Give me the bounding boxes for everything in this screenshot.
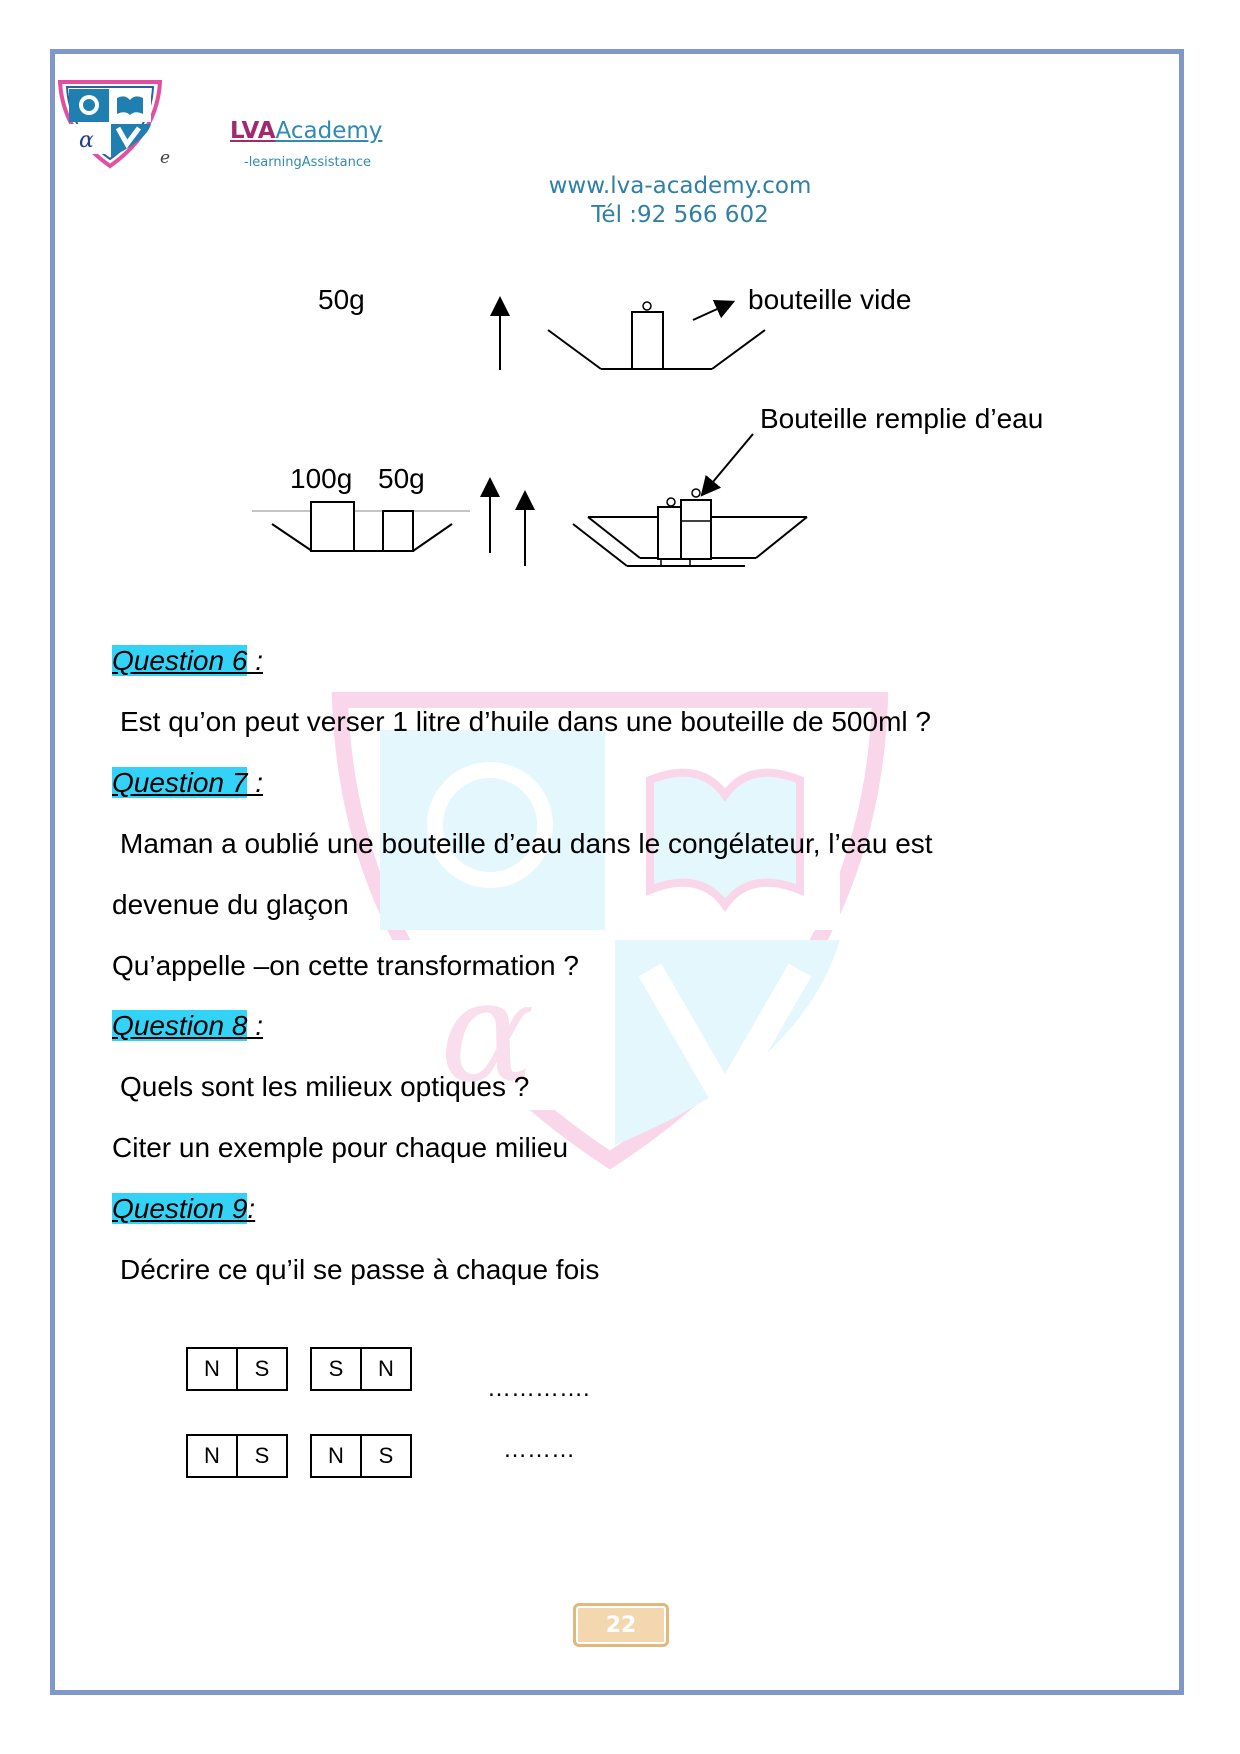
brand-lva: LVA — [230, 118, 276, 144]
magnet — [310, 1434, 412, 1478]
question-8-label: Question 8 — [112, 1010, 248, 1041]
question-6-heading: Question 6 : — [112, 645, 263, 676]
question-6-text: Est qu’on peut verser 1 litre d’huile dans une bouteille de 500ml ? — [120, 706, 931, 737]
magnet-row-2 — [186, 1434, 412, 1478]
brand-subtitle: -learningAssistance — [244, 155, 371, 170]
question-7-label: Question 7 — [112, 767, 248, 798]
page-number: 22 — [573, 1603, 669, 1647]
magnet-row-1 — [186, 1347, 412, 1391]
weight-100g — [311, 502, 354, 551]
weight-100-label: 100g — [290, 463, 353, 494]
weights-pan — [252, 502, 470, 551]
svg-text:α: α — [79, 128, 94, 153]
question-8-line-2: Citer un exemple pour chaque milieu — [112, 1132, 569, 1163]
weight-50g — [383, 511, 413, 551]
empty-bottle-arrow-icon — [693, 305, 726, 320]
magnet-pole: N — [204, 1356, 220, 1381]
question-7-heading: Question 7 : — [112, 767, 263, 798]
question-7-line-2: devenue du glaçon — [112, 889, 349, 920]
top-weight-label: 50g — [318, 284, 365, 315]
balance-diagram — [0, 0, 1240, 600]
question-9-label: Question 9 — [112, 1193, 248, 1224]
magnet-pole: S — [236, 1349, 286, 1389]
website-link[interactable]: www.lva-academy.com — [548, 173, 812, 199]
magnet-pole: S — [236, 1436, 286, 1476]
brand-academy: Academy — [275, 118, 383, 144]
magnet-pole: S — [328, 1356, 344, 1381]
phone-number: Tél :92 566 602 — [591, 202, 769, 228]
question-7-line-1: Maman a oublié une bouteille d’eau dans le congélateur, l’eau est — [120, 828, 933, 859]
weight-50-label: 50g — [378, 463, 425, 494]
empty-bottle — [632, 312, 663, 369]
empty-bottle-pan — [548, 302, 765, 369]
filled-bottle-label: Bouteille remplie d’eau — [760, 403, 1044, 434]
question-8-heading: Question 8 : — [112, 1010, 263, 1041]
magnet-row-2-answer: ……… — [503, 1436, 575, 1463]
question-9-text: Décrire ce qu’il se passe à chaque fois — [120, 1254, 600, 1285]
filled-bottle-arrow-icon — [707, 434, 753, 489]
magnet-pole: N — [328, 1443, 344, 1468]
filled-bottle-pan — [573, 489, 807, 566]
logo-e-mark: e — [160, 148, 171, 168]
magnet — [186, 1347, 288, 1391]
magnet-pole: N — [204, 1443, 220, 1468]
magnet-pole: N — [360, 1349, 410, 1389]
magnet-row-1-answer: …………. — [487, 1375, 590, 1402]
magnet — [310, 1347, 412, 1391]
question-7-line-3: Qu’appelle –on cette transformation ? — [112, 950, 579, 981]
question-6-label: Question 6 — [112, 645, 248, 676]
svg-text:α: α — [440, 951, 535, 1114]
magnet — [186, 1434, 288, 1478]
empty-bottle-label: bouteille vide — [748, 284, 912, 315]
question-8-line-1: Quels sont les milieux optiques ? — [120, 1071, 530, 1102]
question-9-heading: Question 9: — [112, 1193, 256, 1224]
filled-bottle — [681, 500, 711, 559]
magnet-pole: S — [360, 1436, 410, 1476]
